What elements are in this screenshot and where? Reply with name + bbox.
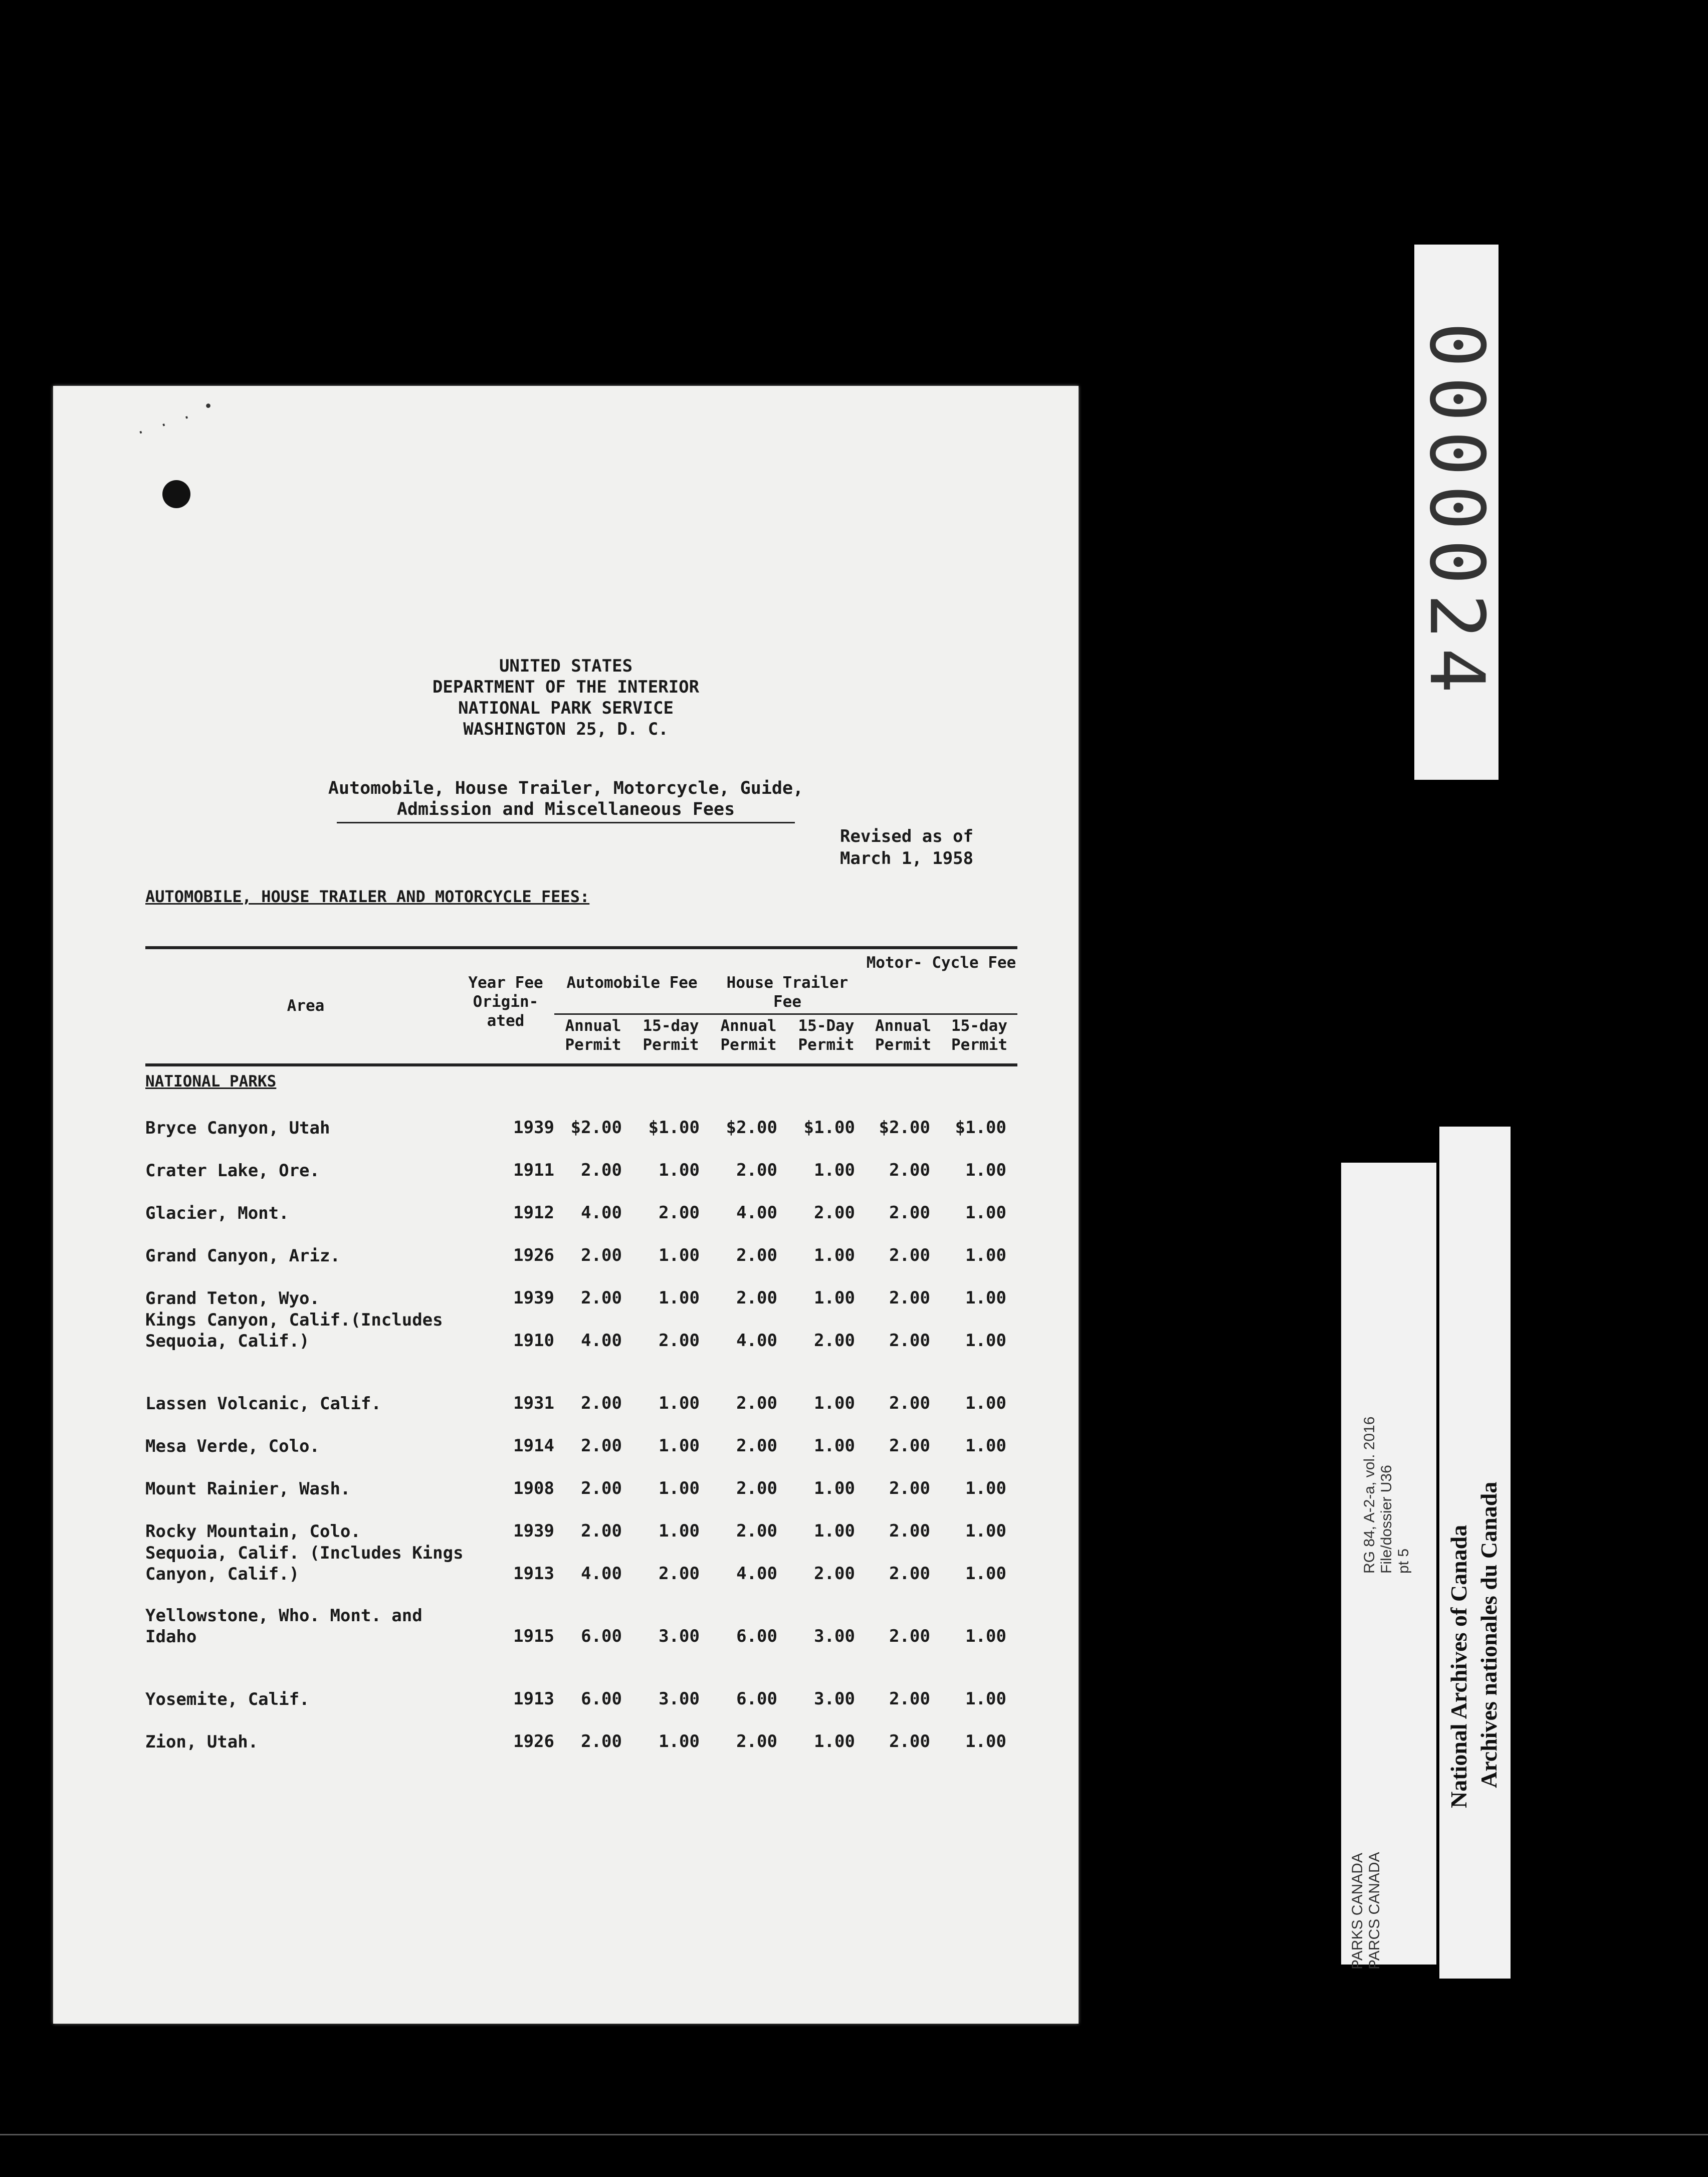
auto-annual-cell: 2.00 bbox=[581, 1393, 622, 1413]
header-area: Area bbox=[287, 997, 325, 1015]
auto-annual-cell: 2.00 bbox=[581, 1288, 622, 1308]
trailer-annual-cell: 2.00 bbox=[736, 1731, 777, 1752]
frame-number: 0000024 bbox=[1413, 322, 1500, 703]
trailer-15day-cell: 1.00 bbox=[814, 1160, 855, 1180]
header-bottom-rule bbox=[145, 1063, 1017, 1066]
moto-15day-cell: 1.00 bbox=[965, 1731, 1006, 1752]
auto-15day-cell: 2.00 bbox=[659, 1331, 700, 1351]
archive-ref-line-3: pt 5 bbox=[1395, 1548, 1412, 1574]
trailer-15day-cell: 1.00 bbox=[814, 1393, 855, 1413]
trailer-annual-cell: 6.00 bbox=[736, 1626, 777, 1646]
trailer-15day-cell: 1.00 bbox=[814, 1521, 855, 1541]
year-cell: 1912 bbox=[513, 1203, 554, 1223]
trailer-annual-cell: 2.00 bbox=[736, 1393, 777, 1413]
area-cell: Yosemite, Calif. bbox=[145, 1689, 310, 1709]
area-cell: Bryce Canyon, Utah bbox=[145, 1118, 330, 1138]
header-moto-annual: Annual Permit bbox=[875, 1017, 931, 1054]
trailer-15day-cell: 3.00 bbox=[814, 1626, 855, 1646]
trailer-annual-cell: 6.00 bbox=[736, 1689, 777, 1709]
moto-annual-cell: 2.00 bbox=[889, 1288, 930, 1308]
moto-annual-cell: 2.00 bbox=[889, 1245, 930, 1265]
moto-15day-cell: 1.00 bbox=[965, 1160, 1006, 1180]
area-cell: Yellowstone, Who. Mont. and Idaho bbox=[145, 1606, 422, 1647]
header-moto-15day: 15-day Permit bbox=[951, 1017, 1007, 1054]
trailer-15day-cell: 1.00 bbox=[814, 1731, 855, 1752]
auto-15day-cell: 3.00 bbox=[659, 1626, 700, 1646]
year-cell: 1926 bbox=[513, 1245, 554, 1265]
moto-15day-cell: 1.00 bbox=[965, 1626, 1006, 1646]
auto-15day-cell: 1.00 bbox=[659, 1731, 700, 1752]
area-cell: Glacier, Mont. bbox=[145, 1203, 289, 1223]
moto-annual-cell: 2.00 bbox=[889, 1393, 930, 1413]
area-cell: Grand Canyon, Ariz. bbox=[145, 1246, 340, 1266]
auto-annual-cell: 2.00 bbox=[581, 1245, 622, 1265]
auto-annual-cell: 4.00 bbox=[581, 1203, 622, 1223]
frame-number-label bbox=[1414, 245, 1499, 780]
header-auto-15day: 15-day Permit bbox=[643, 1017, 699, 1054]
letterhead bbox=[53, 656, 1079, 740]
moto-annual-cell: 2.00 bbox=[889, 1478, 930, 1498]
parks-canada-text bbox=[1349, 1852, 1383, 1970]
auto-15day-cell: 1.00 bbox=[659, 1393, 700, 1413]
area-cell: Crater Lake, Ore. bbox=[145, 1161, 320, 1181]
year-cell: 1911 bbox=[513, 1160, 554, 1180]
subject-line-2: Admission and Miscellaneous Fees bbox=[337, 799, 795, 823]
year-cell: 1910 bbox=[513, 1331, 554, 1351]
letterhead-line-4: WASHINGTON 25, D. C. bbox=[463, 719, 669, 739]
document-page bbox=[53, 386, 1079, 2024]
section-title: AUTOMOBILE, HOUSE TRAILER AND MOTORCYCLE FEES: bbox=[145, 887, 590, 906]
archive-reference-text bbox=[1361, 1416, 1412, 1574]
auto-annual-cell: $2.00 bbox=[570, 1118, 622, 1138]
year-cell: 1939 bbox=[513, 1521, 554, 1541]
trailer-15day-cell: 3.00 bbox=[814, 1689, 855, 1709]
moto-15day-cell: 1.00 bbox=[965, 1393, 1006, 1413]
auto-15day-cell: 1.00 bbox=[659, 1288, 700, 1308]
archive-ref-line-2: File/dossier U36 bbox=[1378, 1465, 1395, 1574]
moto-annual-cell: 2.00 bbox=[889, 1626, 930, 1646]
auto-15day-cell: 1.00 bbox=[659, 1478, 700, 1498]
moto-15day-cell: 1.00 bbox=[965, 1245, 1006, 1265]
auto-annual-cell: 6.00 bbox=[581, 1626, 622, 1646]
archive-ref-line-1: RG 84, A-2-a, vol. 2016 bbox=[1361, 1416, 1378, 1574]
hole-punch-marks: . . . • bbox=[132, 395, 219, 439]
year-cell: 1926 bbox=[513, 1731, 554, 1752]
auto-15day-cell: $1.00 bbox=[648, 1118, 700, 1138]
year-cell: 1939 bbox=[513, 1288, 554, 1308]
subject-line-1: Automobile, House Trailer, Motorcycle, Guide, bbox=[328, 778, 804, 798]
auto-15day-cell: 2.00 bbox=[659, 1203, 700, 1223]
auto-annual-cell: 2.00 bbox=[581, 1478, 622, 1498]
auto-annual-cell: 4.00 bbox=[581, 1331, 622, 1351]
trailer-annual-cell: 2.00 bbox=[736, 1245, 777, 1265]
revised-date bbox=[840, 825, 973, 869]
auto-annual-cell: 4.00 bbox=[581, 1564, 622, 1584]
moto-annual-cell: 2.00 bbox=[889, 1160, 930, 1180]
header-trailer-15day: 15-Day Permit bbox=[798, 1017, 855, 1054]
moto-annual-cell: 2.00 bbox=[889, 1521, 930, 1541]
header-year: Year Fee Origin- ated bbox=[468, 974, 543, 1030]
trailer-15day-cell: 2.00 bbox=[814, 1564, 855, 1584]
moto-annual-cell: 2.00 bbox=[889, 1564, 930, 1584]
year-cell: 1908 bbox=[513, 1478, 554, 1498]
header-auto-annual: Annual Permit bbox=[565, 1017, 621, 1054]
moto-annual-cell: 2.00 bbox=[889, 1203, 930, 1223]
auto-15day-cell: 1.00 bbox=[659, 1521, 700, 1541]
header-automobile: Automobile Fee bbox=[566, 974, 698, 992]
national-archives-label bbox=[1439, 1127, 1511, 1979]
moto-15day-cell: 1.00 bbox=[965, 1689, 1006, 1709]
area-cell: Rocky Mountain, Colo. bbox=[145, 1521, 361, 1542]
parks-canada-en: PARKS CANADA bbox=[1349, 1853, 1366, 1970]
trailer-annual-cell: 4.00 bbox=[736, 1331, 777, 1351]
moto-15day-cell: 1.00 bbox=[965, 1478, 1006, 1498]
moto-15day-cell: 1.00 bbox=[965, 1203, 1006, 1223]
trailer-annual-cell: $2.00 bbox=[726, 1118, 777, 1138]
moto-annual-cell: $2.00 bbox=[879, 1118, 930, 1138]
table-top-rule bbox=[145, 946, 1017, 949]
auto-15day-cell: 1.00 bbox=[659, 1436, 700, 1456]
trailer-15day-cell: 1.00 bbox=[814, 1436, 855, 1456]
revised-line-1: Revised as of bbox=[840, 826, 974, 846]
moto-15day-cell: 1.00 bbox=[965, 1564, 1006, 1584]
trailer-15day-cell: 1.00 bbox=[814, 1478, 855, 1498]
trailer-15day-cell: 2.00 bbox=[814, 1331, 855, 1351]
area-cell: Mount Rainier, Wash. bbox=[145, 1479, 351, 1499]
area-cell: Mesa Verde, Colo. bbox=[145, 1436, 320, 1456]
area-cell: Grand Teton, Wyo. bbox=[145, 1288, 320, 1309]
group-label-national-parks: NATIONAL PARKS bbox=[145, 1072, 277, 1091]
national-archives-fr: Archives nationales du Canada bbox=[1476, 1481, 1502, 1788]
auto-annual-cell: 2.00 bbox=[581, 1521, 622, 1541]
moto-annual-cell: 2.00 bbox=[889, 1689, 930, 1709]
binder-hole bbox=[162, 480, 190, 508]
area-cell: Sequoia, Calif. (Includes Kings Canyon, Calif.) bbox=[145, 1543, 464, 1584]
moto-annual-cell: 2.00 bbox=[889, 1731, 930, 1752]
moto-15day-cell: 1.00 bbox=[965, 1288, 1006, 1308]
letterhead-line-1: UNITED STATES bbox=[499, 656, 633, 676]
auto-annual-cell: 2.00 bbox=[581, 1731, 622, 1752]
header-motorcycle: Motor- Cycle Fee bbox=[866, 954, 1016, 972]
auto-15day-cell: 3.00 bbox=[659, 1689, 700, 1709]
archive-reference-label bbox=[1341, 1163, 1436, 1970]
year-cell: 1931 bbox=[513, 1393, 554, 1413]
trailer-15day-cell: 1.00 bbox=[814, 1245, 855, 1265]
parks-canada-fr: PARCS CANADA bbox=[1366, 1852, 1383, 1970]
area-cell: Zion, Utah. bbox=[145, 1732, 259, 1752]
year-cell: 1939 bbox=[513, 1118, 554, 1138]
trailer-annual-cell: 2.00 bbox=[736, 1160, 777, 1180]
moto-15day-cell: 1.00 bbox=[965, 1521, 1006, 1541]
auto-15day-cell: 2.00 bbox=[659, 1564, 700, 1584]
trailer-annual-cell: 2.00 bbox=[736, 1521, 777, 1541]
moto-15day-cell: 1.00 bbox=[965, 1331, 1006, 1351]
header-house-trailer: House Trailer Fee bbox=[726, 974, 848, 1011]
auto-15day-cell: 1.00 bbox=[659, 1245, 700, 1265]
moto-15day-cell: $1.00 bbox=[955, 1118, 1006, 1138]
trailer-annual-cell: 2.00 bbox=[736, 1288, 777, 1308]
auto-annual-cell: 2.00 bbox=[581, 1436, 622, 1456]
trailer-15day-cell: $1.00 bbox=[803, 1118, 855, 1138]
trailer-15day-cell: 2.00 bbox=[814, 1203, 855, 1223]
trailer-15day-cell: 1.00 bbox=[814, 1288, 855, 1308]
trailer-annual-cell: 2.00 bbox=[736, 1436, 777, 1456]
subject bbox=[53, 778, 1079, 823]
auto-15day-cell: 1.00 bbox=[659, 1160, 700, 1180]
trailer-annual-cell: 4.00 bbox=[736, 1203, 777, 1223]
year-cell: 1914 bbox=[513, 1436, 554, 1456]
moto-15day-cell: 1.00 bbox=[965, 1436, 1006, 1456]
revised-line-2: March 1, 1958 bbox=[840, 848, 974, 868]
auto-annual-cell: 2.00 bbox=[581, 1160, 622, 1180]
header-trailer-annual: Annual Permit bbox=[720, 1017, 777, 1054]
national-archives-en: National Archives of Canada bbox=[1446, 1525, 1471, 1808]
letterhead-line-3: NATIONAL PARK SERVICE bbox=[458, 698, 674, 718]
trailer-annual-cell: 2.00 bbox=[736, 1478, 777, 1498]
year-cell: 1913 bbox=[513, 1689, 554, 1709]
year-cell: 1915 bbox=[513, 1626, 554, 1646]
area-cell: Lassen Volcanic, Calif. bbox=[145, 1394, 381, 1414]
moto-annual-cell: 2.00 bbox=[889, 1436, 930, 1456]
area-cell: Kings Canyon, Calif.(Includes Sequoia, Calif.) bbox=[145, 1310, 443, 1351]
trailer-annual-cell: 4.00 bbox=[736, 1564, 777, 1584]
subheader-rule bbox=[554, 1013, 1017, 1015]
letterhead-line-2: DEPARTMENT OF THE INTERIOR bbox=[432, 677, 700, 697]
film-edge-line bbox=[0, 2134, 1708, 2135]
moto-annual-cell: 2.00 bbox=[889, 1331, 930, 1351]
year-cell: 1913 bbox=[513, 1564, 554, 1584]
auto-annual-cell: 6.00 bbox=[581, 1689, 622, 1709]
